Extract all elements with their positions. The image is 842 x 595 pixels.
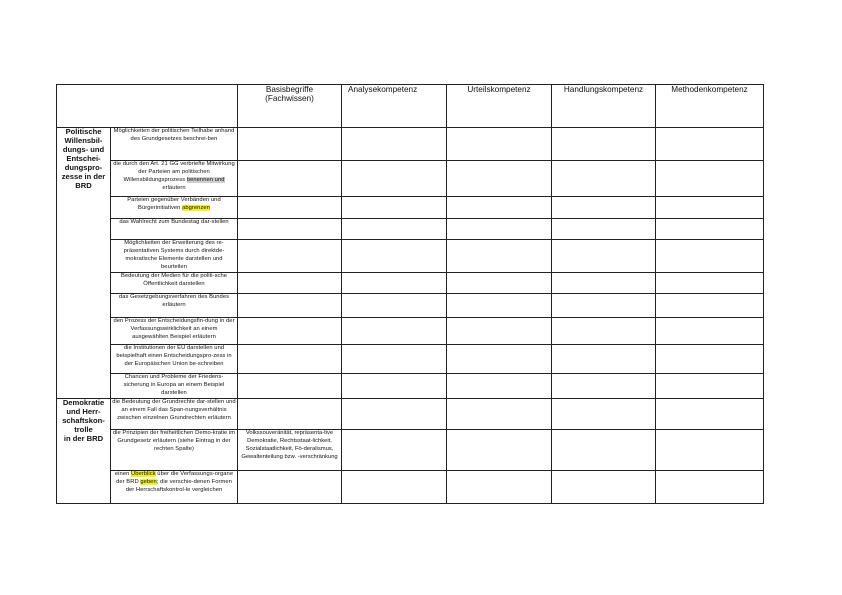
empty-cell (656, 161, 764, 197)
empty-cell (342, 294, 447, 318)
empty-cell (342, 345, 447, 374)
empty-cell (238, 240, 342, 273)
empty-cell (656, 219, 764, 240)
empty-cell (552, 240, 656, 273)
empty-cell (552, 374, 656, 399)
empty-cell (447, 219, 552, 240)
empty-cell (447, 470, 552, 503)
header-handlungskompetenz: Handlungskompetenz (552, 85, 656, 128)
aim-text: die durch den Art. 21 GG verbriefte Mitwirkung der Parteien am politischen Willensbildungsprozess (113, 161, 235, 183)
highlighted-text: geben (140, 478, 157, 485)
empty-cell (656, 398, 764, 429)
empty-cell (342, 470, 447, 503)
learning-aim-cell (111, 345, 238, 374)
empty-cell (238, 398, 342, 429)
empty-cell (656, 197, 764, 219)
aim-text: Bedeutung der Medien für die politi-sche Öffentlichkeit darstellen (120, 273, 228, 287)
competence-grid (56, 84, 764, 504)
empty-cell (342, 273, 447, 294)
aim-text: Möglichkeiten der politischen Teilhabe anhand des Grundgesetzes beschrei-ben (113, 128, 235, 142)
empty-cell (238, 219, 342, 240)
aim-text: die Bedeutung der Grundrechte dar-stellen und an einem Fall das Span-nungsverhältnis zwischen einzelnen Grundrechten erläutern (112, 398, 236, 421)
aim-text: die Prinzipien der freiheitlichen Demo-kratie im Grundgesetz erläutern (siehe Eintrag in der rechten Spalte) (112, 429, 236, 452)
empty-cell (447, 294, 552, 318)
table-row (57, 161, 764, 197)
aim-text: erläutern (162, 184, 186, 191)
empty-cell (552, 318, 656, 345)
aim-text: den Prozess der Entscheidungsfin-dung in der Verfassungswirklichkeit an einem ausgewählten Beispiel erläutern (113, 318, 235, 340)
empty-cell (238, 273, 342, 294)
header-analysekompetenz: Analysekompetenz (342, 85, 447, 128)
empty-cell (342, 429, 447, 470)
empty-cell (656, 318, 764, 345)
learning-aim-cell (111, 161, 238, 197)
learning-aim-cell (111, 470, 238, 503)
table-row (57, 294, 764, 318)
highlighted-text: Überblick (131, 470, 156, 477)
empty-cell (447, 161, 552, 197)
learning-aim-cell (111, 398, 238, 429)
learning-aim-cell (111, 294, 238, 318)
empty-cell (447, 318, 552, 345)
empty-cell (552, 161, 656, 197)
empty-cell (447, 429, 552, 470)
empty-cell (552, 128, 656, 161)
table-row (57, 219, 764, 240)
aim-text: über die Verfassungs-organe der BRD (116, 470, 234, 485)
empty-cell (552, 273, 656, 294)
empty-cell (342, 398, 447, 429)
highlighted-text: abgrenzen (182, 204, 210, 211)
table-row (57, 429, 764, 470)
basisbegriffe-cell: Volkssouveränität, repräsenta-tive Demokratie, Rechtsstaat-lichkeit, Sozialstaatlichkeit, Fö-deralismus, Gewaltenteilung bzw. -verschränkung (238, 429, 342, 470)
empty-cell (552, 219, 656, 240)
learning-aim-cell (111, 273, 238, 294)
empty-cell (552, 197, 656, 219)
empty-cell (656, 273, 764, 294)
empty-cell (447, 398, 552, 429)
empty-cell (656, 294, 764, 318)
empty-cell (656, 429, 764, 470)
learning-aim-cell (111, 318, 238, 345)
learning-aim-cell (111, 240, 238, 273)
empty-cell (342, 240, 447, 273)
empty-cell (238, 470, 342, 503)
header-row (57, 85, 764, 128)
aim-text: das Gesetzgebungsverfahren des Bundes erläutern (118, 294, 230, 308)
empty-cell (552, 294, 656, 318)
empty-cell (238, 161, 342, 197)
header-basisbegriffe: Basisbegriffe (Fachwissen) (238, 85, 342, 128)
empty-cell (447, 273, 552, 294)
empty-cell (238, 345, 342, 374)
table-row (57, 374, 764, 399)
learning-aim-cell (111, 219, 238, 240)
table-row (57, 128, 764, 161)
table-row (57, 197, 764, 219)
table-row (57, 470, 764, 503)
table-row (57, 273, 764, 294)
aim-text: einen (114, 470, 132, 477)
aim-text: Chancen und Probleme der Friedens-sicherung in Europa an einem Beispiel darstellen (123, 374, 225, 396)
empty-cell (656, 470, 764, 503)
aim-text: Parteien gegenüber Verbänden und Bürgerinitiativen (127, 197, 221, 211)
topic-cell: Politische Willensbil- dungs- und Entschei- dungspro- zesse in der BRD (57, 128, 111, 399)
learning-aim-cell (111, 374, 238, 399)
table-row (57, 398, 764, 429)
table-row (57, 240, 764, 273)
table-row (57, 318, 764, 345)
empty-cell (238, 197, 342, 219)
topic-cell: Demokratie und Herr- schaftskon- trolle in der BRD (57, 398, 111, 503)
aim-text: die Institutionen der EU darstellen und beispielhaft einen Entscheidungspro-zess in der Europäischen Union be-schreiben (116, 345, 232, 367)
learning-aim-cell (111, 429, 238, 470)
empty-cell (447, 128, 552, 161)
empty-cell (342, 318, 447, 345)
empty-cell (342, 374, 447, 399)
learning-aim-cell (111, 197, 238, 219)
empty-cell (552, 398, 656, 429)
header-empty-cell (57, 85, 238, 128)
empty-cell (656, 345, 764, 374)
table-row (57, 345, 764, 374)
empty-cell (238, 374, 342, 399)
empty-cell (447, 240, 552, 273)
highlighted-text: benennen und (186, 176, 225, 183)
aim-text: Möglichkeiten der Erweiterung des re-präsentativen Systems durch direktde-mokratische Elemente darstellen und beurteilen (123, 240, 225, 270)
empty-cell (656, 240, 764, 273)
empty-cell (342, 197, 447, 219)
header-urteilskompetenz: Urteilskompetenz (447, 85, 552, 128)
empty-cell (447, 197, 552, 219)
empty-cell (552, 470, 656, 503)
empty-cell (552, 345, 656, 374)
header-methodenkompetenz: Methodenkompetenz (656, 85, 764, 128)
empty-cell (342, 161, 447, 197)
aim-text: das Wahlrecht zum Bundestag dar-stellen (119, 219, 229, 225)
aim-text: ; die verschie-denen Formen der Herrschaftskontrol-le vergleichen (125, 478, 232, 493)
empty-cell (342, 128, 447, 161)
empty-cell (656, 128, 764, 161)
empty-cell (238, 318, 342, 345)
empty-cell (447, 374, 552, 399)
learning-aim-cell (111, 128, 238, 161)
empty-cell (447, 345, 552, 374)
empty-cell (342, 219, 447, 240)
empty-cell (238, 128, 342, 161)
empty-cell (656, 374, 764, 399)
empty-cell (238, 294, 342, 318)
empty-cell (552, 429, 656, 470)
